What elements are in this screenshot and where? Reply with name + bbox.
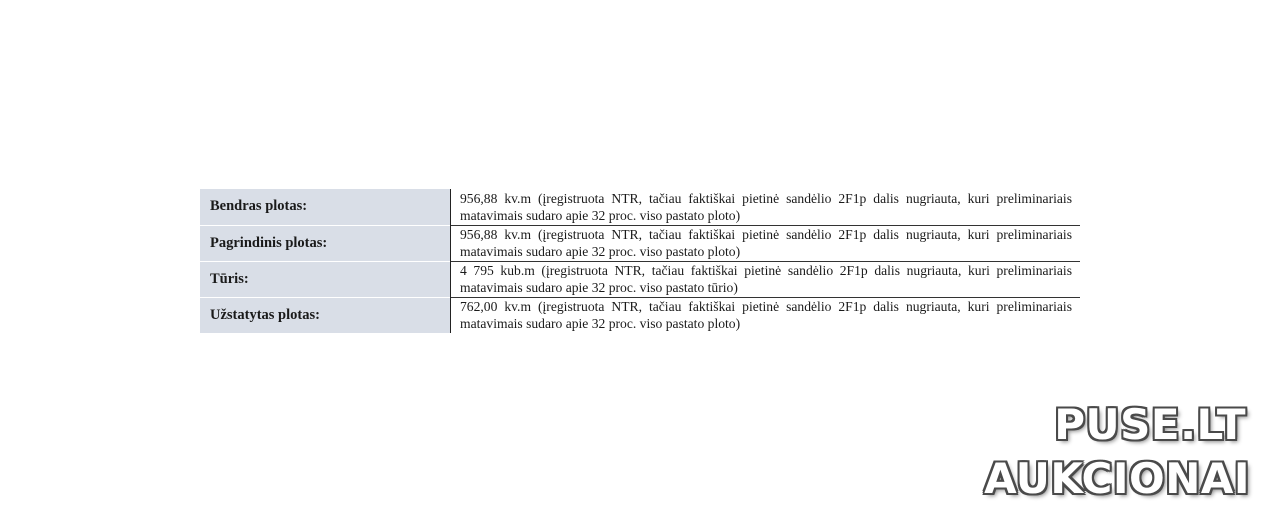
row-label: Tūris: bbox=[200, 261, 451, 297]
watermark-line-2: AUKCIONAI bbox=[984, 454, 1250, 503]
watermark-line-1: PUSE.LT bbox=[1054, 400, 1246, 449]
row-value: 4 795 kub.m (įregistruota NTR, tačiau faktiškai pietinė sandėlio 2F1p dalis nugriauta, kuri preliminariais matavimais sudaro apie 32 proc. viso pastato tūrio) bbox=[451, 261, 1081, 297]
row-value: 956,88 kv.m (įregistruota NTR, tačiau faktiškai pietinė sandėlio 2F1p dalis nugriauta, kuri preliminariais matavimais sudaro apie 32 proc. viso pastato ploto) bbox=[460, 190, 1072, 223]
row-label: Bendras plotas: bbox=[200, 189, 451, 225]
row-value: 956,88 kv.m (įregistruota NTR, tačiau faktiškai pietinė sandėlio 2F1p dalis nugriauta, kuri preliminariais matavimais sudaro apie 32 proc. viso pastato ploto) bbox=[451, 225, 1081, 261]
row-label: Užstatytas plotas: bbox=[200, 297, 451, 333]
table-row-uzstatytas-plotas bbox=[200, 297, 1080, 333]
row-label: Pagrindinis plotas: bbox=[200, 225, 451, 261]
table-row-pagrindinis-plotas bbox=[200, 225, 1080, 261]
property-details-table bbox=[200, 189, 1080, 333]
table-row-bendras-plotas bbox=[200, 189, 1080, 225]
table-row-turis bbox=[200, 261, 1080, 297]
row-value: 762,00 kv.m (įregistruota NTR, tačiau faktiškai pietinė sandėlio 2F1p dalis nugriauta, kuri preliminariais matavimais sudaro apie 32 proc. viso pastato ploto) bbox=[451, 297, 1081, 333]
